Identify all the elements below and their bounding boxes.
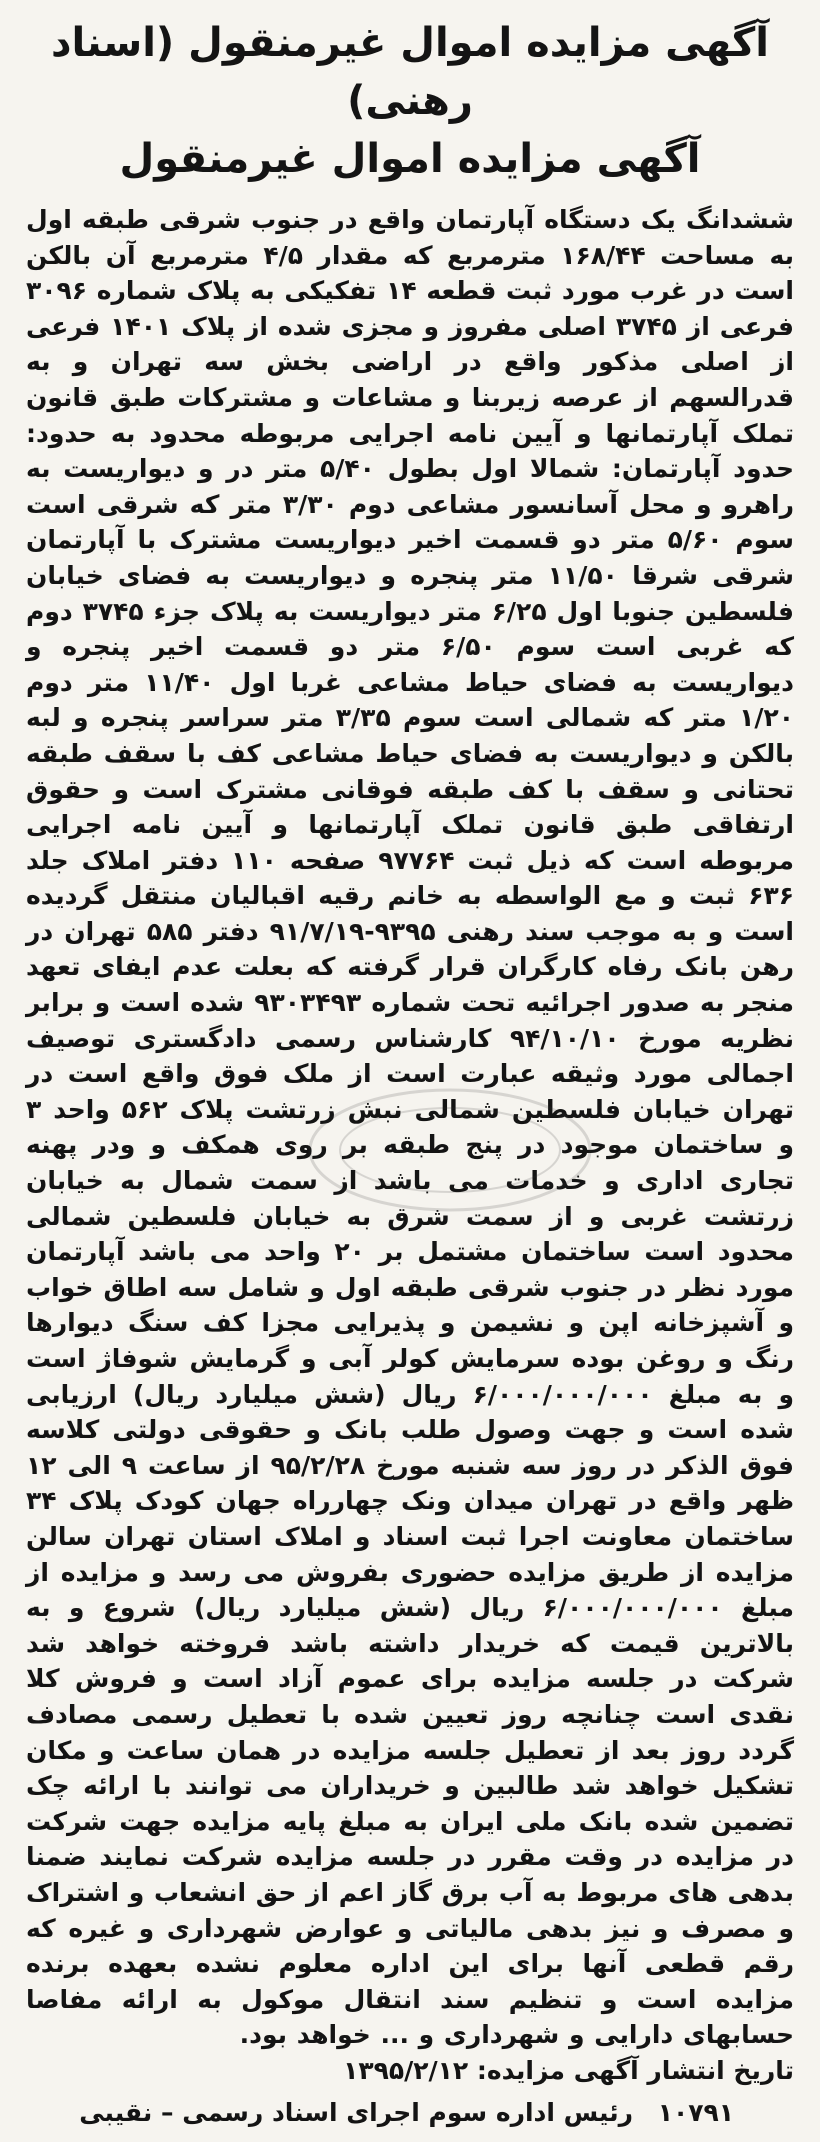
signature-block <box>26 2093 794 2133</box>
headline-primary: آگهی مزایده اموال غیرمنقول (اسناد رهنی) <box>50 20 770 124</box>
signature-number: ۱۰۷۹۱ <box>657 2097 734 2127</box>
headline-secondary: آگهی مزایده اموال غیرمنقول <box>119 136 701 182</box>
notice-body-paragraph: ششدانگ یک دستگاه آپارتمان واقع در جنوب شرقی طبقه اول به مساحت ۱۶۸/۴۴ مترمربع که مقدار ۴/۵ مترمربع آن بالکن است در غرب مورد ثبت قطعه ۱۴ تفکیکی به پلاک شماره ۳۰۹۶ فرعی از ۳۷۴۵ اصلی مفروز و مجزی شده از پلاک ۱۴۰۱ فرعی از اصلی مذکور واقع در اراضی بخش سه تهران و به قدرالسهم از عرصه زیربنا و مشاعات و مشترکات طبق قانون تملک آپارتمانها و آیین نامه اجرایی مربوطه محدود به حدود: حدود آپارتمان: شمالا اول بطول ۵/۴۰ متر در و دیواریست به راهرو و محل آسانسور مشاعی دوم ۳/۳۰ متر که شرقی است سوم ۵/۶۰ متر دو قسمت اخیر دیواریست مشترک با آپارتمان شرقی شرقا ۱۱/۵۰ متر پنجره و دیواریست به فضای خیابان فلسطین جنوبا اول ۶/۲۵ متر دیواریست به پلاک جزء ۳۷۴۵ دوم که غربی است سوم ۶/۵۰ متر دو قسمت اخیر پنجره و دیواریست به فضای حیاط مشاعی غربا اول ۱۱/۴۰ متر دوم ۱/۲۰ متر که شمالی است سوم ۳/۳۵ متر سراسر پنجره و لبه بالکن و دیواریست به فضای حیاط مشاعی کف با سقف طبقه تحتانی و سقف با کف طبقه فوقانی مشترک است و حقوق ارتفاقی طبق قانون تملک آپارتمانها و آیین نامه اجرایی مربوطه است که ذیل ثبت ۹۷۷۶۴ صفحه ۱۱۰ دفتر املاک جلد ۶۳۶ ثبت و مع الواسطه به خانم رقیه اقبالیان منتقل گردیده است و به موجب سند رهنی ۹۳۹۵-۹۱/۷/۱۹ دفتر ۵۸۵ تهران در رهن بانک رفاه کارگران قرار گرفته که بعلت عدم ایفای تعهد منجر به صدور اجرائیه تحت شماره ۹۳۰۳۴۹۳ شده است و برابر نظریه مورخ ۹۴/۱۰/۱۰ کارشناس رسمی دادگستری توصیف اجمالی مورد وثیقه عبارت است از ملک فوق واقع است در تهران خیابان فلسطین شمالی نبش زرتشت پلاک ۵۶۲ واحد ۳ و ساختمان موجود در پنج طبقه بر روی همکف و ودر پهنه تجاری اداری و خدمات می باشد از سمت شمال به خیابان زرتشت غربی و از سمت شرق به خیابان فلسطین شمالی محدود است ساختمان مشتمل بر ۲۰ واحد می باشد آپارتمان مورد نظر در جنوب شرقی طبقه اول و شامل سه اطاق خواب و آشپزخانه اپن و نشیمن و پذیرایی مجزا کف سنگ دیوارها رنگ و روغن بوده سرمایش کولر آبی و گرمایش شوفاژ است و به مبلغ ۶/۰۰۰/۰۰۰/۰۰۰ ریال (شش میلیارد ریال) ارزیابی شده است و جهت وصول طلب بانک و حقوقی دولتی کلاسه فوق الذکر در روز سه شنبه مورخ ۹۵/۲/۲۸ از ساعت ۹ الی ۱۲ ظهر واقع در تهران میدان ونک چهارراه جهان کودک پلاک ۳۴ ساختمان معاونت اجرا ثبت اسناد و املاک استان تهران سالن مزایده از طریق مزایده حضوری بفروش می رسد و مزایده از مبلغ ۶/۰۰۰/۰۰۰/۰۰۰ ریال (شش میلیارد ریال) شروع و به بالاترین قیمت که خریدار داشته باشد فروخته خواهد شد شرکت در جلسه مزایده برای عموم آزاد است و فروش کلا نقدی است چنانچه روز تعیین شده با تعطیل رسمی مصادف گردد روز بعد از تعطیل جلسه مزایده در همان ساعت و مکان تشکیل خواهد شد طالبین و خریداران می توانند با ارائه چک تضمین شده بانک ملی ایران به مبلغ پایه مزایده جهت شرکت در مزایده در وقت مقرر در جلسه مزایده شرکت نمایند ضمنا بدهی های مربوط به آب برق گاز اعم از حق انشعاب و اشتراک و مصرف و نیز بدهی مالیاتی و عوارض شهرداری و غیره که رقم قطعی آنها برای این اداره معلوم نشده بعهده برنده مزایده است و تنظیم سند انتقال موکول به ارائه مفاصا حسابهای دارایی و شهرداری و ... خواهد بود. <box>26 205 794 2050</box>
signature-text: رئیس اداره سوم اجرای اسناد رسمی – نقیبی <box>79 2097 633 2127</box>
publish-date: تاریخ انتشار آگهی مزایده: ۱۳۹۵/۲/۱۲ <box>343 2055 794 2085</box>
notice-body <box>26 202 794 2053</box>
